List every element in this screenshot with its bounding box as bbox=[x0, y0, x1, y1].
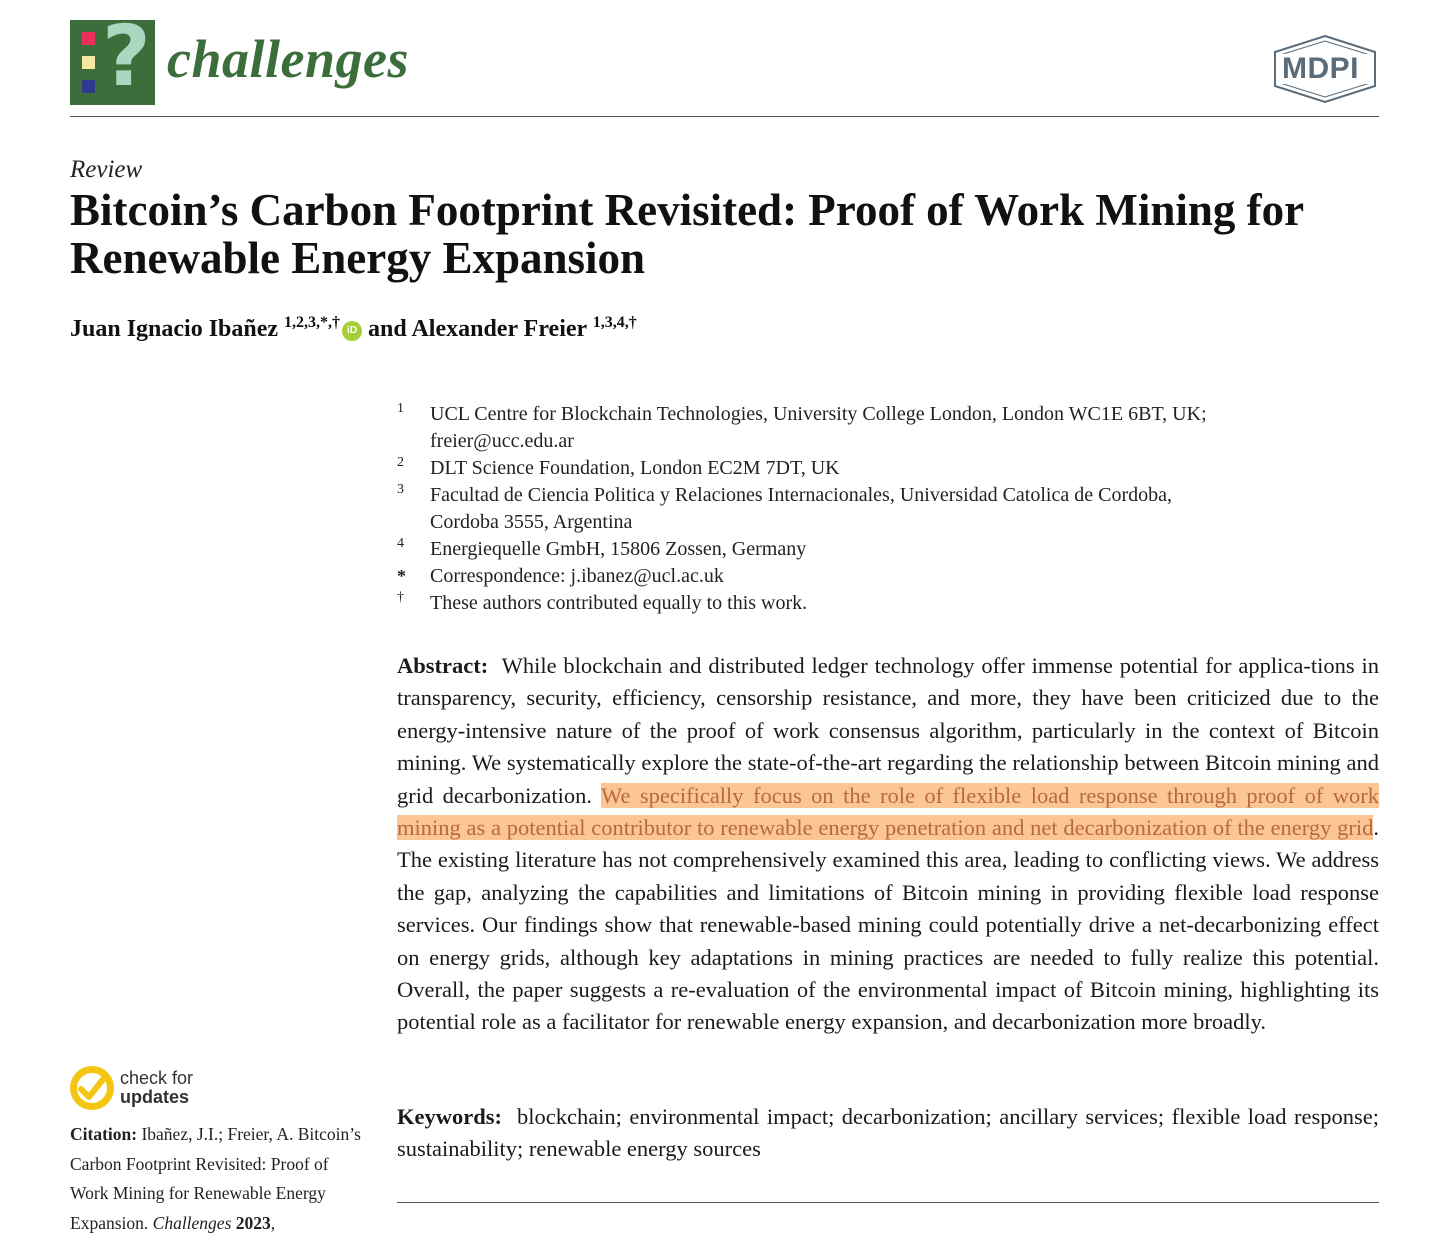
abstract-text-cont: . The existing literature has not comprehensively examined this area, leading to conflicting views. We address the gap, analyzing the capabilities and limitations of Bitcoin mining in providing flexible load response services. Our findings show that renewable-based mining could potentially drive a net-decarbonizing effect on energy grids, although key adaptations in mining practices are needed to fully realize this potential. Overall, the paper suggests a re-evaluation of the environmental impact of Bitcoin mining, highlighting its potential role as a facilitator for renewable energy expansion, and decarbonization more broadly. bbox=[397, 815, 1379, 1035]
author-affiliation-marks: 1,2,3,*,† bbox=[284, 314, 341, 331]
orcid-icon[interactable]: iD bbox=[342, 321, 362, 341]
author-joiner: and bbox=[368, 316, 407, 342]
journal-logo bbox=[70, 7, 155, 105]
header-divider bbox=[70, 116, 1379, 117]
author-name[interactable]: Alexander Freier bbox=[411, 316, 587, 342]
abstract-label: Abstract: bbox=[397, 653, 489, 678]
affiliation-text: Energiequelle GmbH, 15806 Zossen, Germany bbox=[430, 538, 807, 560]
author-affiliation-marks: 1,3,4,† bbox=[592, 314, 637, 331]
author-list bbox=[70, 314, 637, 343]
dagger-mark: † bbox=[397, 590, 404, 605]
section-divider bbox=[397, 1202, 1379, 1203]
citation bbox=[70, 1120, 370, 1238]
check-for-updates-button[interactable] bbox=[70, 1066, 230, 1114]
logo-square-yellow bbox=[82, 56, 95, 69]
equal-contribution-text: These authors contributed equally to this work. bbox=[430, 592, 808, 614]
citation-label: Citation: bbox=[70, 1124, 138, 1144]
keywords bbox=[397, 1101, 1379, 1166]
affiliation-text: DLT Science Foundation, London EC2M 7DT, UK bbox=[430, 457, 840, 479]
affiliation-email[interactable]: freier@ucc.edu.ar bbox=[430, 430, 574, 452]
affiliation-text-cont: Cordoba 3555, Argentina bbox=[430, 511, 633, 533]
citation-text: Ibañez, J.I.; Freier, A. Bitcoin’s Carbon Footprint Revisited: Proof of Work Mining for Renewable Energy Expansion. bbox=[70, 1124, 361, 1233]
correspondence-item bbox=[397, 563, 1387, 590]
affiliation-number: 3 bbox=[397, 482, 404, 497]
affiliation-text: UCL Centre for Blockchain Technologies, University College London, London WC1E 6BT, UK; bbox=[430, 403, 1207, 425]
logo-square-red bbox=[82, 32, 95, 45]
publisher-logo[interactable] bbox=[1270, 34, 1380, 104]
affiliation-number: 4 bbox=[397, 536, 404, 551]
citation-journal: Challenges bbox=[152, 1212, 232, 1233]
keywords-text: blockchain; environmental impact; decarbonization; ancillary services; flexible load response; sustainability; renewable energy sources bbox=[397, 1104, 1379, 1162]
check-updates-line2: updates bbox=[120, 1087, 190, 1107]
equal-contribution-item bbox=[397, 590, 1387, 617]
affiliation-number: 2 bbox=[397, 455, 404, 470]
abstract bbox=[397, 650, 1379, 1039]
highlighted-text[interactable]: We specifically focus on the role of flexible load response through proof of work mining as a potential contributor to renewable energy penetration and net decarbonization of the energy grid bbox=[397, 782, 1380, 841]
asterisk-mark: * bbox=[397, 566, 406, 586]
logo-square-blue bbox=[82, 80, 95, 93]
citation-tail: , bbox=[270, 1212, 276, 1233]
article-title: Bitcoin’s Carbon Footprint Revisited: Proof of Work Mining for Renewable Energy Expansion bbox=[70, 185, 1304, 283]
affiliation-item bbox=[397, 401, 1387, 455]
correspondence-text[interactable]: Correspondence: j.ibanez@ucl.ac.uk bbox=[430, 565, 724, 587]
affiliation-item bbox=[397, 536, 1387, 563]
check-icon bbox=[70, 1066, 114, 1110]
affiliation-item bbox=[397, 455, 1387, 482]
publisher-name: MDPI bbox=[1282, 52, 1359, 85]
author-name[interactable]: Juan Ignacio Ibañez bbox=[70, 316, 279, 342]
citation-year: 2023 bbox=[235, 1212, 271, 1233]
affiliations bbox=[397, 401, 1387, 617]
article-type: Review bbox=[70, 156, 143, 183]
affiliation-text: Facultad de Ciencia Politica y Relaciones Internacionales, Universidad Catolica de Cordoba, bbox=[430, 484, 1172, 506]
affiliation-item bbox=[397, 482, 1387, 536]
journal-name[interactable]: challenges bbox=[167, 29, 409, 89]
affiliation-number: 1 bbox=[397, 401, 404, 416]
abstract-text: While blockchain and distributed ledger technology offer immense potential for applica-tions in transparency, security, efficiency, censorship resistance, and more, they have been criticized due to the energy-intensive nature of the proof of work consensus algorithm, particularly in the context of Bitcoin mining. We systematically explore the state-of-the-art regarding the relationship between Bitcoin mining and grid decarbonization. bbox=[397, 653, 1380, 808]
question-mark-icon: ? bbox=[102, 7, 151, 105]
keywords-label: Keywords: bbox=[397, 1104, 502, 1129]
check-updates-line1: check for bbox=[120, 1068, 194, 1088]
